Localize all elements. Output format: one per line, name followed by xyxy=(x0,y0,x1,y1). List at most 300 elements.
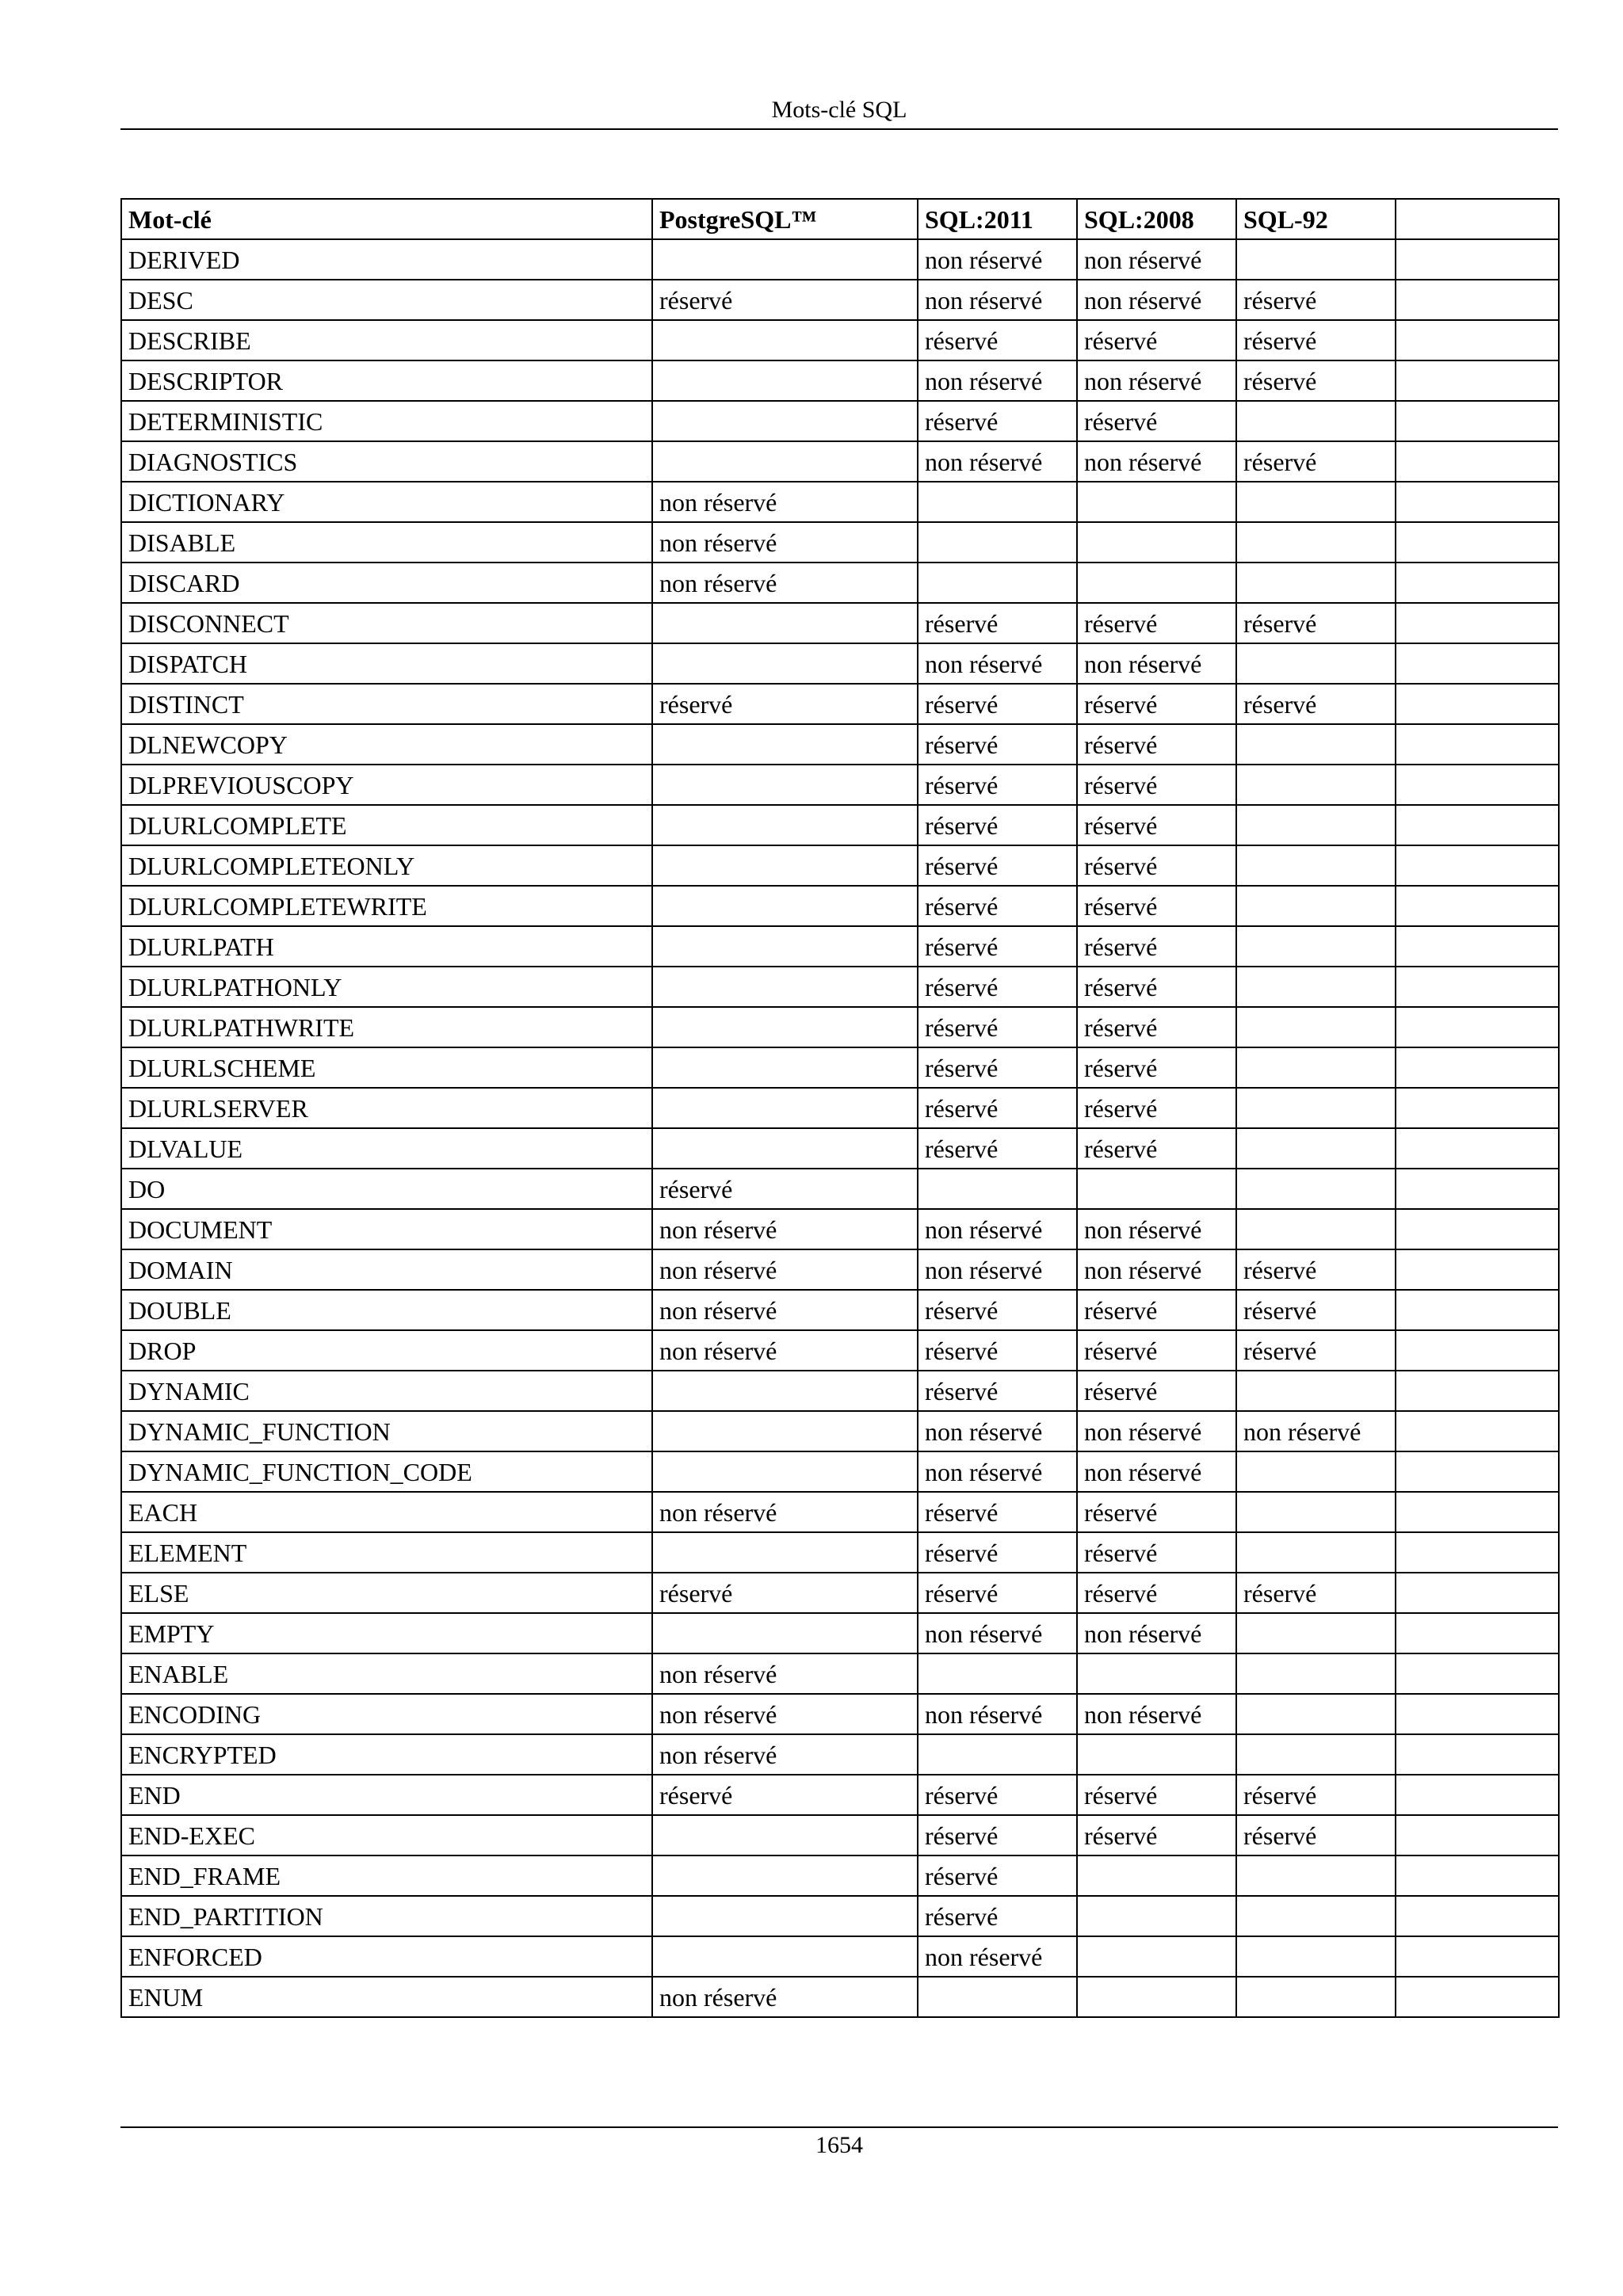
table-row xyxy=(121,1734,1559,1775)
empty-cell xyxy=(1396,522,1559,563)
empty-cell xyxy=(1396,1896,1559,1936)
empty-cell xyxy=(1396,886,1559,926)
empty-cell xyxy=(1396,1977,1559,2017)
postgresql-cell: non réservé xyxy=(652,1977,918,2017)
postgresql-cell: non réservé xyxy=(652,1330,918,1371)
postgresql-cell: non réservé xyxy=(652,1249,918,1290)
column-header-postgresql: PostgreSQL™ xyxy=(652,199,918,239)
table-row xyxy=(121,845,1559,886)
keyword-cell: DLURLCOMPLETE xyxy=(121,805,652,845)
empty-cell xyxy=(1396,1007,1559,1047)
keyword-cell: DLURLPATHWRITE xyxy=(121,1007,652,1047)
keyword-cell: DESC xyxy=(121,280,652,320)
empty-cell xyxy=(1396,1371,1559,1411)
sql2011-cell xyxy=(918,1734,1077,1775)
postgresql-cell xyxy=(652,1613,918,1653)
postgresql-cell: non réservé xyxy=(652,482,918,522)
postgresql-cell xyxy=(652,1411,918,1451)
sql2008-cell: non réservé xyxy=(1077,1613,1236,1653)
postgresql-cell: réservé xyxy=(652,684,918,724)
postgresql-cell xyxy=(652,845,918,886)
sql2011-cell: non réservé xyxy=(918,1411,1077,1451)
sql92-cell: réservé xyxy=(1236,1249,1396,1290)
postgresql-cell xyxy=(652,1815,918,1855)
keyword-cell: DLURLCOMPLETEWRITE xyxy=(121,886,652,926)
sql92-cell xyxy=(1236,967,1396,1007)
sql92-cell: non réservé xyxy=(1236,1411,1396,1451)
empty-cell xyxy=(1396,1249,1559,1290)
empty-cell xyxy=(1396,1653,1559,1694)
sql92-cell xyxy=(1236,239,1396,280)
sql92-cell xyxy=(1236,765,1396,805)
sql92-cell xyxy=(1236,1128,1396,1169)
column-header-keyword: Mot-clé xyxy=(121,199,652,239)
keyword-cell: DERIVED xyxy=(121,239,652,280)
sql2008-cell: réservé xyxy=(1077,401,1236,441)
sql92-cell xyxy=(1236,1653,1396,1694)
sql2008-cell: réservé xyxy=(1077,967,1236,1007)
keyword-cell: ENCRYPTED xyxy=(121,1734,652,1775)
postgresql-cell xyxy=(652,1451,918,1492)
keyword-cell: DOUBLE xyxy=(121,1290,652,1330)
empty-cell xyxy=(1396,845,1559,886)
sql2008-cell xyxy=(1077,1936,1236,1977)
keyword-cell: DISTINCT xyxy=(121,684,652,724)
sql2008-cell: réservé xyxy=(1077,1573,1236,1613)
sql2008-cell xyxy=(1077,1734,1236,1775)
postgresql-cell xyxy=(652,401,918,441)
sql92-cell xyxy=(1236,886,1396,926)
sql92-cell xyxy=(1236,1613,1396,1653)
sql92-cell xyxy=(1236,643,1396,684)
sql2011-cell: réservé xyxy=(918,765,1077,805)
empty-cell xyxy=(1396,765,1559,805)
keyword-cell: DIAGNOSTICS xyxy=(121,441,652,482)
sql2011-cell: réservé xyxy=(918,603,1077,643)
sql92-cell: réservé xyxy=(1236,320,1396,360)
table-row xyxy=(121,1249,1559,1290)
sql2011-cell: réservé xyxy=(918,1815,1077,1855)
table-row xyxy=(121,1047,1559,1088)
sql92-cell xyxy=(1236,1088,1396,1128)
sql2008-cell: non réservé xyxy=(1077,360,1236,401)
sql2008-cell: non réservé xyxy=(1077,1249,1236,1290)
keyword-cell: DLURLPATHONLY xyxy=(121,967,652,1007)
sql2008-cell: non réservé xyxy=(1077,1209,1236,1249)
sql92-cell: réservé xyxy=(1236,1573,1396,1613)
sql2011-cell: non réservé xyxy=(918,1209,1077,1249)
postgresql-cell xyxy=(652,643,918,684)
sql2011-cell: non réservé xyxy=(918,1694,1077,1734)
empty-cell xyxy=(1396,401,1559,441)
sql2008-cell: réservé xyxy=(1077,1532,1236,1573)
keyword-cell: DESCRIBE xyxy=(121,320,652,360)
sql2011-cell: réservé xyxy=(918,1047,1077,1088)
postgresql-cell: réservé xyxy=(652,1775,918,1815)
postgresql-cell: réservé xyxy=(652,1573,918,1613)
keyword-cell: DESCRIPTOR xyxy=(121,360,652,401)
postgresql-cell xyxy=(652,1532,918,1573)
keyword-cell: DLURLPATH xyxy=(121,926,652,967)
sql2011-cell: réservé xyxy=(918,724,1077,765)
table-row xyxy=(121,360,1559,401)
sql92-cell xyxy=(1236,1855,1396,1896)
postgresql-cell: non réservé xyxy=(652,1492,918,1532)
postgresql-cell: non réservé xyxy=(652,1209,918,1249)
table-row xyxy=(121,1007,1559,1047)
postgresql-cell: réservé xyxy=(652,1169,918,1209)
keyword-cell: ENUM xyxy=(121,1977,652,2017)
empty-cell xyxy=(1396,1088,1559,1128)
keyword-cell: DLURLSERVER xyxy=(121,1088,652,1128)
postgresql-cell: non réservé xyxy=(652,1290,918,1330)
sql2011-cell: non réservé xyxy=(918,1249,1077,1290)
keyword-cell: DYNAMIC xyxy=(121,1371,652,1411)
sql2011-cell xyxy=(918,1977,1077,2017)
sql2008-cell: réservé xyxy=(1077,603,1236,643)
sql2008-cell: réservé xyxy=(1077,926,1236,967)
keyword-cell: DETERMINISTIC xyxy=(121,401,652,441)
table-row xyxy=(121,684,1559,724)
column-header-sql92: SQL-92 xyxy=(1236,199,1396,239)
empty-cell xyxy=(1396,360,1559,401)
sql2008-cell: réservé xyxy=(1077,1047,1236,1088)
keyword-cell: DOMAIN xyxy=(121,1249,652,1290)
table-row xyxy=(121,1573,1559,1613)
table-row xyxy=(121,1855,1559,1896)
sql2011-cell: non réservé xyxy=(918,360,1077,401)
sql2008-cell: réservé xyxy=(1077,886,1236,926)
postgresql-cell xyxy=(652,724,918,765)
empty-cell xyxy=(1396,684,1559,724)
keyword-cell: DISABLE xyxy=(121,522,652,563)
keyword-cell: DLURLSCHEME xyxy=(121,1047,652,1088)
sql2011-cell: réservé xyxy=(918,1855,1077,1896)
sql92-cell: réservé xyxy=(1236,280,1396,320)
sql2008-cell: non réservé xyxy=(1077,1694,1236,1734)
postgresql-cell xyxy=(652,1128,918,1169)
sql92-cell xyxy=(1236,724,1396,765)
keyword-cell: DLVALUE xyxy=(121,1128,652,1169)
sql2008-cell: non réservé xyxy=(1077,280,1236,320)
sql2011-cell: non réservé xyxy=(918,1613,1077,1653)
empty-cell xyxy=(1396,1209,1559,1249)
sql2011-cell: réservé xyxy=(918,1007,1077,1047)
table-row xyxy=(121,401,1559,441)
keyword-cell: DISCARD xyxy=(121,563,652,603)
empty-cell xyxy=(1396,1532,1559,1573)
postgresql-cell: non réservé xyxy=(652,563,918,603)
sql2008-cell: réservé xyxy=(1077,1775,1236,1815)
sql92-cell: réservé xyxy=(1236,684,1396,724)
sql92-cell xyxy=(1236,845,1396,886)
sql92-cell xyxy=(1236,805,1396,845)
sql2008-cell: non réservé xyxy=(1077,1411,1236,1451)
sql2011-cell: réservé xyxy=(918,845,1077,886)
empty-cell xyxy=(1396,1330,1559,1371)
table-header-row xyxy=(121,199,1559,239)
postgresql-cell xyxy=(652,239,918,280)
sql2011-cell: réservé xyxy=(918,1532,1077,1573)
sql2008-cell xyxy=(1077,482,1236,522)
keyword-cell: DICTIONARY xyxy=(121,482,652,522)
sql2011-cell xyxy=(918,563,1077,603)
table-row xyxy=(121,320,1559,360)
empty-cell xyxy=(1396,1169,1559,1209)
sql2008-cell: réservé xyxy=(1077,320,1236,360)
sql92-cell xyxy=(1236,522,1396,563)
keyword-cell: DLNEWCOPY xyxy=(121,724,652,765)
postgresql-cell xyxy=(652,1371,918,1411)
postgresql-cell: non réservé xyxy=(652,1734,918,1775)
sql2011-cell: réservé xyxy=(918,684,1077,724)
sql2011-cell: réservé xyxy=(918,1896,1077,1936)
keyword-table xyxy=(120,198,1560,2018)
sql92-cell: réservé xyxy=(1236,603,1396,643)
sql92-cell: réservé xyxy=(1236,1815,1396,1855)
sql2008-cell: réservé xyxy=(1077,1815,1236,1855)
keyword-cell: DISCONNECT xyxy=(121,603,652,643)
sql2011-cell: réservé xyxy=(918,1492,1077,1532)
sql2011-cell: réservé xyxy=(918,886,1077,926)
empty-cell xyxy=(1396,1855,1559,1896)
keyword-cell: DOCUMENT xyxy=(121,1209,652,1249)
sql2008-cell xyxy=(1077,522,1236,563)
sql2008-cell: réservé xyxy=(1077,1088,1236,1128)
sql2008-cell: réservé xyxy=(1077,1007,1236,1047)
empty-cell xyxy=(1396,805,1559,845)
empty-cell xyxy=(1396,1411,1559,1451)
sql2011-cell: réservé xyxy=(918,1775,1077,1815)
table-row xyxy=(121,603,1559,643)
table-row xyxy=(121,926,1559,967)
empty-cell xyxy=(1396,1936,1559,1977)
page-number: 1654 xyxy=(815,2132,863,2158)
sql2008-cell: réservé xyxy=(1077,684,1236,724)
sql92-cell: réservé xyxy=(1236,360,1396,401)
table-row xyxy=(121,1451,1559,1492)
table-row xyxy=(121,1411,1559,1451)
postgresql-cell xyxy=(652,441,918,482)
keyword-cell: DYNAMIC_FUNCTION_CODE xyxy=(121,1451,652,1492)
table-row xyxy=(121,441,1559,482)
empty-cell xyxy=(1396,239,1559,280)
sql2008-cell xyxy=(1077,1653,1236,1694)
empty-cell xyxy=(1396,1492,1559,1532)
sql2008-cell xyxy=(1077,1169,1236,1209)
empty-cell xyxy=(1396,320,1559,360)
sql2008-cell: réservé xyxy=(1077,765,1236,805)
postgresql-cell: non réservé xyxy=(652,1653,918,1694)
sql92-cell xyxy=(1236,1007,1396,1047)
sql2011-cell xyxy=(918,1169,1077,1209)
keyword-cell: DROP xyxy=(121,1330,652,1371)
table-row xyxy=(121,522,1559,563)
table-row xyxy=(121,1815,1559,1855)
table-row xyxy=(121,1330,1559,1371)
table-row xyxy=(121,1128,1559,1169)
empty-cell xyxy=(1396,482,1559,522)
postgresql-cell xyxy=(652,1936,918,1977)
keyword-cell: END_FRAME xyxy=(121,1855,652,1896)
keyword-cell: END_PARTITION xyxy=(121,1896,652,1936)
table-body xyxy=(121,239,1559,2017)
sql2008-cell: non réservé xyxy=(1077,239,1236,280)
empty-cell xyxy=(1396,1451,1559,1492)
keyword-cell: EMPTY xyxy=(121,1613,652,1653)
sql2008-cell: non réservé xyxy=(1077,441,1236,482)
sql92-cell xyxy=(1236,1734,1396,1775)
sql2011-cell: réservé xyxy=(918,1290,1077,1330)
postgresql-cell: non réservé xyxy=(652,522,918,563)
keyword-cell: DO xyxy=(121,1169,652,1209)
sql2011-cell: non réservé xyxy=(918,280,1077,320)
sql2011-cell: réservé xyxy=(918,1371,1077,1411)
table-row xyxy=(121,765,1559,805)
empty-cell xyxy=(1396,603,1559,643)
column-header-empty xyxy=(1396,199,1559,239)
postgresql-cell xyxy=(652,926,918,967)
keyword-cell: ENFORCED xyxy=(121,1936,652,1977)
column-header-sql2008: SQL:2008 xyxy=(1077,199,1236,239)
sql92-cell: réservé xyxy=(1236,1330,1396,1371)
table-row xyxy=(121,643,1559,684)
postgresql-cell xyxy=(652,765,918,805)
table-row xyxy=(121,1088,1559,1128)
postgresql-cell xyxy=(652,1047,918,1088)
table-row xyxy=(121,1371,1559,1411)
keyword-cell: DLURLCOMPLETEONLY xyxy=(121,845,652,886)
sql2008-cell: réservé xyxy=(1077,1492,1236,1532)
sql2008-cell xyxy=(1077,1896,1236,1936)
sql2011-cell: réservé xyxy=(918,320,1077,360)
sql2008-cell: réservé xyxy=(1077,1128,1236,1169)
postgresql-cell xyxy=(652,360,918,401)
postgresql-cell xyxy=(652,1007,918,1047)
empty-cell xyxy=(1396,441,1559,482)
postgresql-cell: non réservé xyxy=(652,1694,918,1734)
postgresql-cell xyxy=(652,603,918,643)
sql92-cell xyxy=(1236,1047,1396,1088)
sql2008-cell: réservé xyxy=(1077,805,1236,845)
sql92-cell xyxy=(1236,926,1396,967)
sql2008-cell: non réservé xyxy=(1077,1451,1236,1492)
sql92-cell xyxy=(1236,1169,1396,1209)
table-row xyxy=(121,1775,1559,1815)
postgresql-cell xyxy=(652,1088,918,1128)
empty-cell xyxy=(1396,926,1559,967)
table-row xyxy=(121,563,1559,603)
empty-cell xyxy=(1396,1734,1559,1775)
empty-cell xyxy=(1396,1815,1559,1855)
sql2008-cell: réservé xyxy=(1077,1330,1236,1371)
empty-cell xyxy=(1396,1573,1559,1613)
keyword-cell: EACH xyxy=(121,1492,652,1532)
postgresql-cell: réservé xyxy=(652,280,918,320)
table-row xyxy=(121,1936,1559,1977)
sql2011-cell: réservé xyxy=(918,1088,1077,1128)
keyword-cell: ELSE xyxy=(121,1573,652,1613)
sql2011-cell xyxy=(918,522,1077,563)
table-row xyxy=(121,280,1559,320)
empty-cell xyxy=(1396,967,1559,1007)
keyword-cell: DYNAMIC_FUNCTION xyxy=(121,1411,652,1451)
table-row xyxy=(121,239,1559,280)
postgresql-cell xyxy=(652,1855,918,1896)
sql92-cell xyxy=(1236,1451,1396,1492)
page-header: Mots-clé SQL xyxy=(771,97,907,123)
sql92-cell xyxy=(1236,1371,1396,1411)
sql92-cell: réservé xyxy=(1236,1290,1396,1330)
keyword-cell: DISPATCH xyxy=(121,643,652,684)
table-row xyxy=(121,886,1559,926)
sql2011-cell: non réservé xyxy=(918,441,1077,482)
keyword-cell: END-EXEC xyxy=(121,1815,652,1855)
sql2011-cell: non réservé xyxy=(918,643,1077,684)
table-row xyxy=(121,1613,1559,1653)
empty-cell xyxy=(1396,563,1559,603)
sql2011-cell: réservé xyxy=(918,1330,1077,1371)
empty-cell xyxy=(1396,643,1559,684)
keyword-cell: END xyxy=(121,1775,652,1815)
postgresql-cell xyxy=(652,320,918,360)
sql92-cell xyxy=(1236,1492,1396,1532)
sql2011-cell: réservé xyxy=(918,926,1077,967)
table-row xyxy=(121,1169,1559,1209)
sql92-cell xyxy=(1236,563,1396,603)
sql2011-cell: non réservé xyxy=(918,239,1077,280)
empty-cell xyxy=(1396,1775,1559,1815)
header-rule xyxy=(120,128,1558,130)
sql2011-cell: réservé xyxy=(918,967,1077,1007)
sql2011-cell xyxy=(918,1653,1077,1694)
sql92-cell: réservé xyxy=(1236,441,1396,482)
keyword-cell: ENCODING xyxy=(121,1694,652,1734)
sql92-cell xyxy=(1236,482,1396,522)
empty-cell xyxy=(1396,1694,1559,1734)
sql92-cell xyxy=(1236,1532,1396,1573)
sql2008-cell: réservé xyxy=(1077,845,1236,886)
empty-cell xyxy=(1396,1128,1559,1169)
sql2008-cell xyxy=(1077,1855,1236,1896)
sql2011-cell: non réservé xyxy=(918,1451,1077,1492)
empty-cell xyxy=(1396,1290,1559,1330)
sql2008-cell: non réservé xyxy=(1077,643,1236,684)
keyword-cell: DLPREVIOUSCOPY xyxy=(121,765,652,805)
sql92-cell xyxy=(1236,1977,1396,2017)
table-row xyxy=(121,724,1559,765)
sql2008-cell xyxy=(1077,563,1236,603)
postgresql-cell xyxy=(652,1896,918,1936)
sql92-cell xyxy=(1236,1896,1396,1936)
empty-cell xyxy=(1396,280,1559,320)
sql2011-cell xyxy=(918,482,1077,522)
sql2011-cell: réservé xyxy=(918,1573,1077,1613)
postgresql-cell xyxy=(652,805,918,845)
sql2008-cell: réservé xyxy=(1077,1371,1236,1411)
empty-cell xyxy=(1396,724,1559,765)
sql92-cell xyxy=(1236,1209,1396,1249)
sql2008-cell xyxy=(1077,1977,1236,2017)
table-row xyxy=(121,1532,1559,1573)
table-row xyxy=(121,1290,1559,1330)
sql92-cell xyxy=(1236,1694,1396,1734)
sql2008-cell: réservé xyxy=(1077,1290,1236,1330)
table-row xyxy=(121,805,1559,845)
table-row xyxy=(121,1492,1559,1532)
sql2011-cell: non réservé xyxy=(918,1936,1077,1977)
table-row xyxy=(121,1977,1559,2017)
